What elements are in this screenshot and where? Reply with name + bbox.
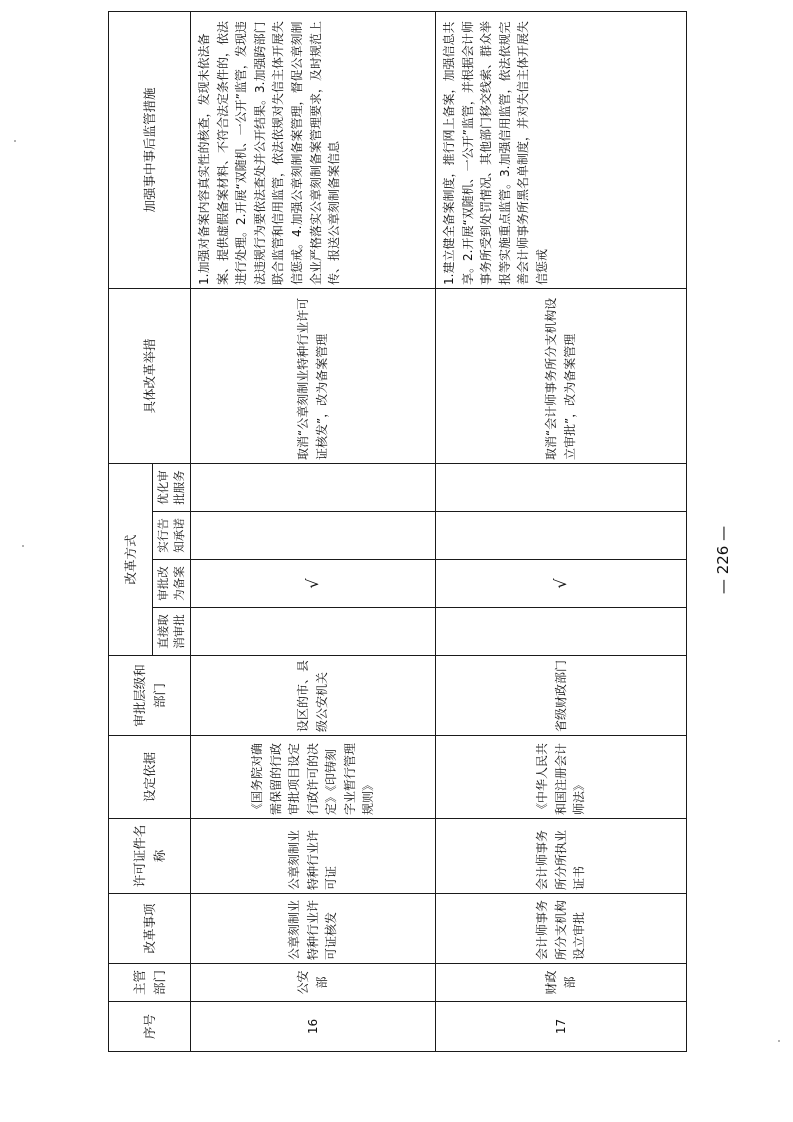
header-mode-filing: 审批改为备案 <box>153 560 191 608</box>
row-level: 省级财政部门 <box>436 656 687 736</box>
header-item: 改革事项 <box>109 894 191 964</box>
row-supervision: 1.加强对备案内容真实性的核查，发现未依法备案、提供虚假备案材料、不符合法定条件的，依法进行处理。2.开展“双随机、一公开”监管，发现违法违规行为要依法查处并公开结果。3.加强跨部门联合监管和信用监管，依法依规对失信主体开展失信惩戒。4.加强公章刻制备案管理，督促公章刻制企业严格落实公章刻制备案管理要求，及时规范上传、报送公章刻制备案信息 <box>191 11 436 288</box>
table-row <box>436 11 687 1051</box>
header-license: 许可证件名称 <box>109 819 191 894</box>
header-mode-commit: 实行告知承诺 <box>153 512 191 560</box>
header-seq: 序号 <box>109 1002 191 1052</box>
rotated-table-container <box>108 20 686 1052</box>
row-dept: 公安部 <box>191 964 436 1002</box>
header-row <box>109 11 153 1051</box>
row-mode-cancel <box>191 608 436 656</box>
row-license: 公章刻制业特种行业许可证 <box>191 819 436 894</box>
row-measures: 取消“公章刻制业特种行业许可证核发”，改为备案管理 <box>191 288 436 463</box>
row-mode-cancel <box>436 608 687 656</box>
table-row <box>191 11 436 1051</box>
reform-table <box>108 11 687 1052</box>
header-mode-optimize: 优化审批服务 <box>153 463 191 511</box>
row-mode-optimize <box>191 463 436 511</box>
row-level: 设区的市、县级公安机关 <box>191 656 436 736</box>
scan-speck <box>22 545 24 547</box>
header-supervision: 加强事中事后监管措施 <box>109 11 191 288</box>
header-reform-mode: 改革方式 <box>109 463 153 655</box>
row-basis: 《国务院对确需保留的行政审批项目设定行政许可的决定》《印铸刻字业暂行管理规则》 <box>191 736 436 819</box>
header-measures: 具体改革举措 <box>109 288 191 463</box>
row-mode-commit <box>191 512 436 560</box>
row-mode-optimize <box>436 463 687 511</box>
scan-speck <box>778 1040 780 1042</box>
row-seq: 16 <box>191 1002 436 1052</box>
row-measures: 取消“会计师事务所分支机构设立审批”，改为备案管理 <box>436 288 687 463</box>
row-mode-filing-check: √ <box>436 560 687 608</box>
row-supervision: 1.建立健全备案制度，推行网上备案，加强信息共享。2.开展“双随机、一公开”监管，并根据会计师事务所受到处罚情况、其他部门移交线索、群众举报等实施重点监管。3.加强信用监管，依法依规完善会计师事务所黑名单制度，并对失信主体开展失信惩戒 <box>436 11 687 288</box>
row-license: 会计师事务所分所执业证书 <box>436 819 687 894</box>
header-basis: 设定依据 <box>109 736 191 819</box>
row-item: 公章刻制业特种行业许可证核发 <box>191 894 436 964</box>
row-seq: 17 <box>436 1002 687 1052</box>
header-mode-cancel: 直接取消审批 <box>153 608 191 656</box>
header-dept: 主管部门 <box>109 964 191 1002</box>
row-mode-commit <box>436 512 687 560</box>
header-level: 审批层级和部门 <box>109 656 191 736</box>
scan-speck <box>14 140 16 142</box>
page-number: — 226 — <box>714 525 732 595</box>
row-dept: 财政部 <box>436 964 687 1002</box>
row-item: 会计师事务所分支机构设立审批 <box>436 894 687 964</box>
row-basis: 《中华人民共和国注册会计师法》 <box>436 736 687 819</box>
row-mode-filing-check: √ <box>191 560 436 608</box>
